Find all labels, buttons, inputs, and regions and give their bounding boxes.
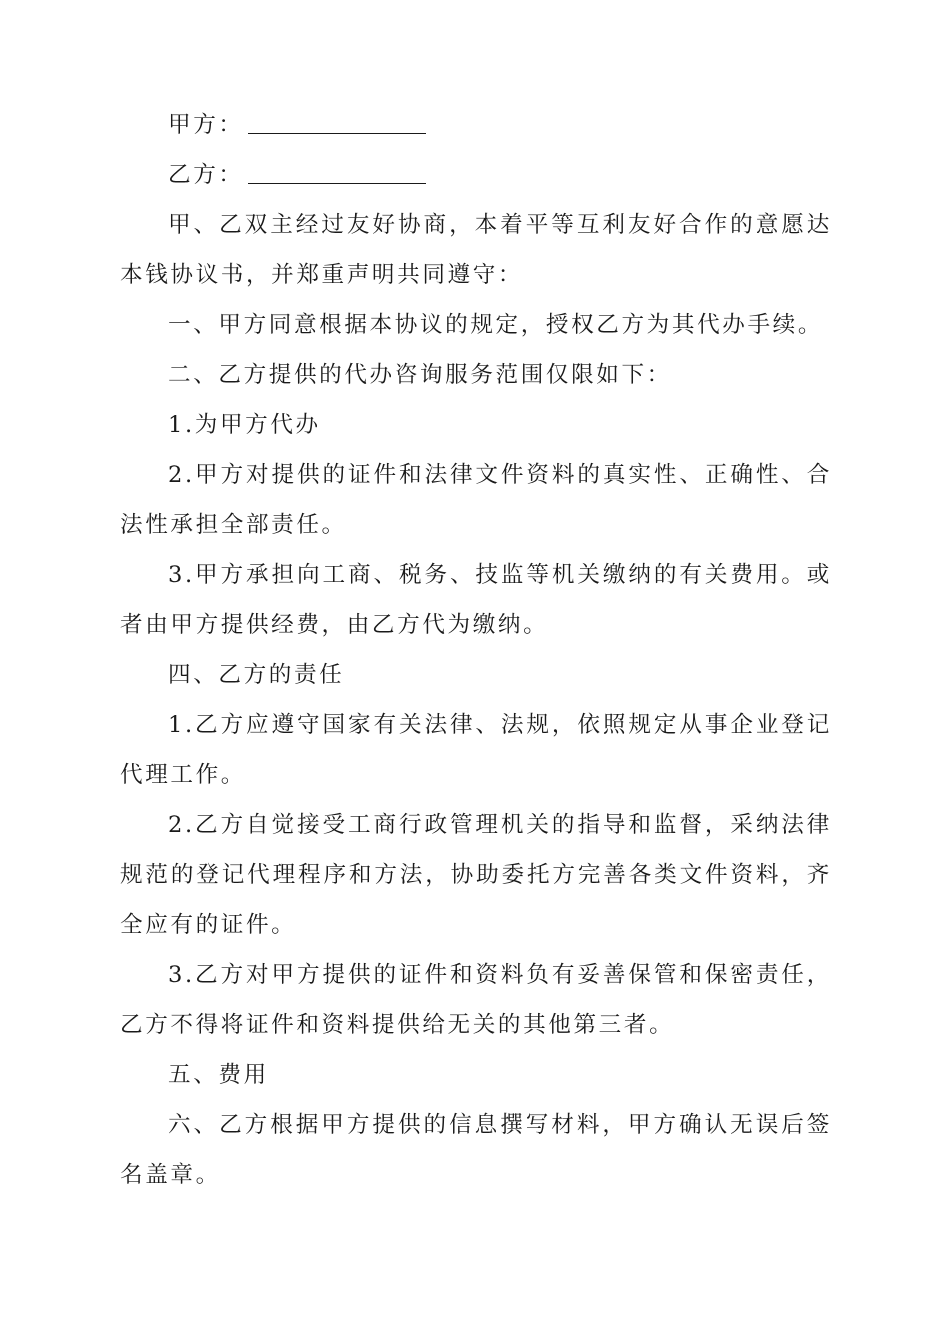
clause-1: 一、甲方同意根据本协议的规定，授权乙方为其代办手续。 [168, 312, 824, 338]
clause-4: 四、乙方的责任 [168, 662, 345, 688]
clause-2-item-2: 2.甲方对提供的证件和法律文件资料的真实性、正确性、合法性承担全部责任。 [120, 462, 832, 538]
party-b-label: 乙方： [168, 162, 244, 188]
clause-2-item-1: 1.为甲方代办 [168, 412, 321, 438]
party-a-blank [248, 109, 426, 134]
clause-2: 二、乙方提供的代办咨询服务范围仅限如下： [168, 362, 672, 388]
clause-6: 六、乙方根据甲方提供的信息撰写材料，甲方确认无误后签名盖章。 [120, 1112, 832, 1188]
clause-5: 五、费用 [168, 1062, 269, 1088]
clause-2-item-3: 3.甲方承担向工商、税务、技监等机关缴纳的有关费用。或者由甲方提供经费，由乙方代为缴纳。 [120, 562, 832, 638]
agreement-body [120, 100, 832, 1200]
clause-4-item-1: 1.乙方应遵守国家有关法律、法规，依照规定从事企业登记代理工作。 [120, 712, 832, 788]
party-a-label: 甲方： [168, 112, 244, 138]
party-b-line [120, 150, 832, 200]
intro-paragraph: 甲、乙双主经过友好协商，本着平等互利友好合作的意愿达本钱协议书，并郑重声明共同遵守： [120, 212, 832, 288]
clause-4-item-2: 2.乙方自觉接受工商行政管理机关的指导和监督，采纳法律规范的登记代理程序和方法，协助委托方完善各类文件资料，齐全应有的证件。 [120, 812, 832, 938]
party-a-line [120, 100, 832, 150]
party-b-blank [248, 159, 426, 184]
clause-4-item-3: 3.乙方对甲方提供的证件和资料负有妥善保管和保密责任，乙方不得将证件和资料提供给无关的其他第三者。 [120, 962, 832, 1038]
